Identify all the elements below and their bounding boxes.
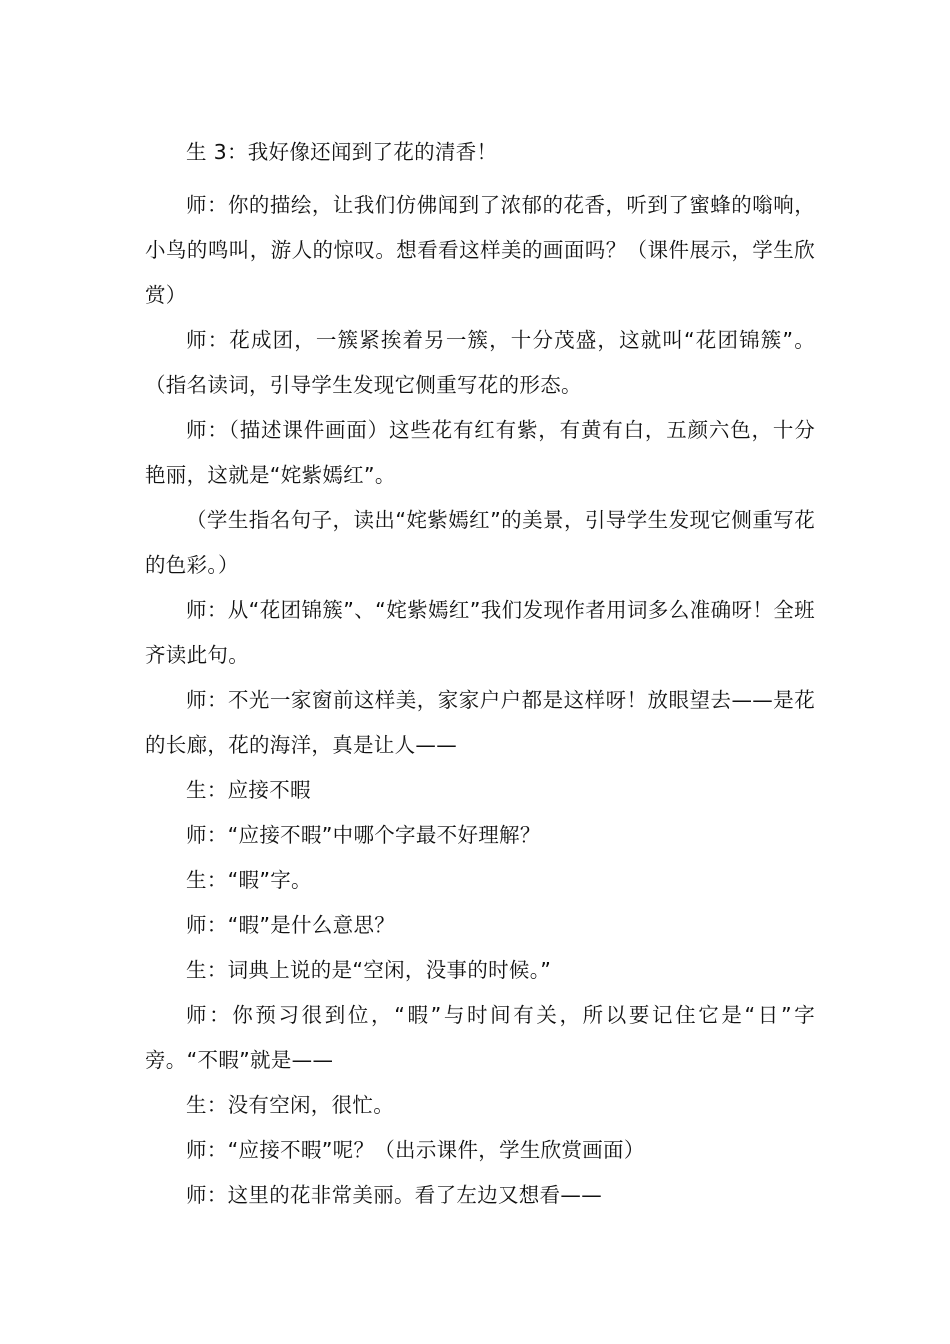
paragraph: （学生指名句子，读出“姹紫嫣红”的美景，引导学生发现它侧重写花的色彩。） — [145, 508, 815, 577]
document-body — [145, 130, 815, 1218]
paragraph: 生 3：我好像还闻到了花的清香！ — [186, 140, 498, 164]
paragraph: 师：“暇”是什么意思？ — [186, 913, 396, 937]
paragraph: 生：词典上说的是“空闲，没事的时候。” — [186, 958, 552, 982]
paragraph: 师：不光一家窗前这样美，家家户户都是这样呀！放眼望去——是花的长廊，花的海洋，真是让人—— — [145, 688, 815, 757]
paragraph: 师：（描述课件画面）这些花有红有紫，有黄有白，五颜六色，十分艳丽，这就是“姹紫嫣红”。 — [145, 418, 815, 487]
paragraph: 师：从“花团锦簇”、“姹紫嫣红”我们发现作者用词多么准确呀！全班齐读此句。 — [145, 598, 815, 667]
paragraph: 师：花成团，一簇紧挨着另一簇，十分茂盛，这就叫“花团锦簇”。（指名读词，引导学生发现它侧重写花的形态。 — [145, 328, 815, 397]
paragraph: 生：应接不暇 — [186, 778, 311, 802]
paragraph: 师：你预习很到位，“暇”与时间有关，所以要记住它是“日”字旁。“不暇”就是—— — [145, 1003, 815, 1072]
paragraph: 师：“应接不暇”呢？（出示课件，学生欣赏画面） — [186, 1138, 645, 1162]
paragraph: 生：没有空闲，很忙。 — [186, 1093, 394, 1117]
paragraph: 生：“暇”字。 — [186, 868, 312, 892]
paragraph: 师：“应接不暇”中哪个字最不好理解？ — [186, 823, 541, 847]
paragraph: 师：这里的花非常美丽。看了左边又想看—— — [186, 1183, 602, 1207]
paragraph: 师：你的描绘，让我们仿佛闻到了浓郁的花香，听到了蜜蜂的嗡响，小鸟的鸣叫，游人的惊叹。想看看这样美的画面吗？（课件展示，学生欣赏） — [145, 193, 815, 307]
